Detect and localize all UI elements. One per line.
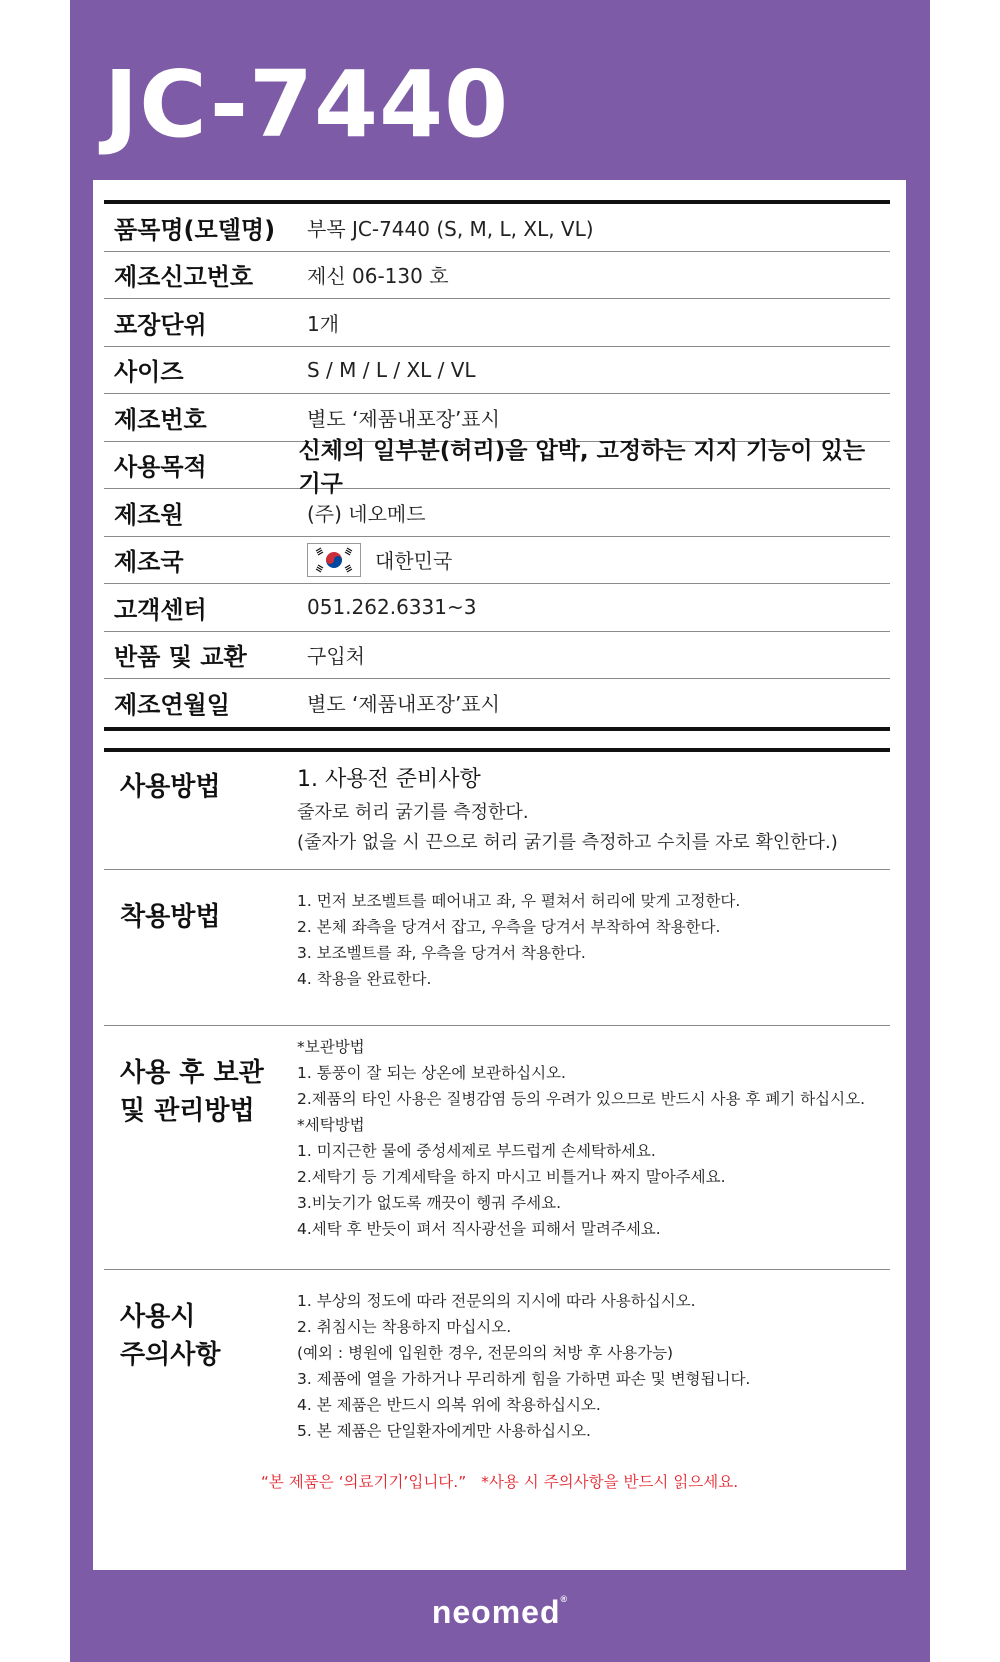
storage-line: 2.세탁기 등 기계세탁을 하지 마시고 비틀거나 짜지 말아주세요. xyxy=(297,1168,726,1186)
spec-row-country xyxy=(104,537,890,585)
storage-line: 1. 통풍이 잘 되는 상온에 보관하십시오. xyxy=(297,1064,566,1082)
caution-line: 1. 부상의 정도에 따라 전문의의 지시에 따라 사용하십시오. xyxy=(297,1292,696,1310)
section-title-line: 및 관리방법 xyxy=(120,1096,255,1126)
notice-part: *사용 시 주의사항을 반드시 읽으세요. xyxy=(481,1473,739,1491)
section-wearing xyxy=(104,870,890,1026)
section-caution xyxy=(104,1270,890,1490)
wearing-line: 2. 본체 좌측을 당겨서 잡고, 우측을 당겨서 부착하여 착용한다. xyxy=(297,918,721,936)
spec-row-returns xyxy=(104,632,890,680)
caution-line: 5. 본 제품은 단일환자에게만 사용하십시오. xyxy=(297,1422,591,1440)
section-usage xyxy=(104,752,890,870)
spec-label: 품목명(모델명) xyxy=(114,215,276,244)
spec-value: 051.262.6331~3 xyxy=(307,595,477,620)
section-title xyxy=(104,1270,297,1490)
spec-row-manufacture-date xyxy=(104,679,890,727)
model-title: JC-7440 xyxy=(104,51,510,158)
storage-line: 4.세탁 후 반듯이 펴서 직사광선을 피해서 말려주세요. xyxy=(297,1220,661,1238)
section-body xyxy=(297,752,838,869)
spec-label: 고객센터 xyxy=(114,595,207,624)
caution-line: 4. 본 제품은 반드시 의복 위에 착용하십시오. xyxy=(297,1396,601,1414)
spec-label: 사용목적 xyxy=(114,453,207,482)
section-title-line: 사용시 xyxy=(120,1302,196,1332)
spec-row-purpose xyxy=(104,437,890,497)
registered-mark: ® xyxy=(560,1594,569,1604)
caution-line: 2. 취침시는 착용하지 마십시오. xyxy=(297,1318,512,1336)
spec-label: 반품 및 교환 xyxy=(114,643,247,672)
spec-value: 1개 xyxy=(307,311,340,336)
wearing-line: 4. 착용을 완료한다. xyxy=(297,970,432,988)
section-title xyxy=(104,1026,297,1269)
usage-line: 줄자로 허리 굵기를 측정한다. xyxy=(297,802,529,823)
wearing-line: 3. 보조벨트를 좌, 우측을 당겨서 착용한다. xyxy=(297,944,586,962)
spec-value: (주) 네오메드 xyxy=(307,501,426,526)
spec-row-customer-center xyxy=(104,584,890,632)
storage-line: 2.제품의 타인 사용은 질병감염 등의 우려가 있으므로 반드시 사용 후 폐기 하십시오. xyxy=(297,1090,866,1108)
wearing-line: 1. 먼저 보조벨트를 떼어내고 좌, 우 펼쳐서 허리에 맞게 고정한다. xyxy=(297,892,741,910)
spec-value: S / M / L / XL / VL xyxy=(307,357,476,382)
spec-value: 구입처 xyxy=(307,644,365,669)
spec-value: 별도 ‘제품내포장’표시 xyxy=(307,692,500,717)
brand-logo xyxy=(0,1594,1000,1631)
storage-line: 1. 미지근한 물에 중성세제로 부드럽게 손세탁하세요. xyxy=(297,1142,656,1160)
spec-value: 신체의 일부분(허리)을 압박, 고정하는 지지 기능이 있는 기구 xyxy=(298,437,866,497)
caution-line: (예외 : 병원에 입원한 경우, 전문의의 처방 후 사용가능) xyxy=(297,1344,674,1362)
spec-label: 제조신고번호 xyxy=(114,263,254,292)
product-info-card xyxy=(93,180,906,1570)
section-title: 사용방법 xyxy=(120,772,221,802)
spec-row-product-name xyxy=(104,204,890,252)
spec-value: 별도 ‘제품내포장’표시 xyxy=(307,406,500,431)
section-title: 착용방법 xyxy=(120,902,221,932)
spec-label: 사이즈 xyxy=(114,358,184,387)
storage-line: 3.비눗기가 없도록 깨끗이 헹궈 주세요. xyxy=(297,1194,562,1212)
medical-device-notice xyxy=(93,1470,906,1492)
korea-flag-icon xyxy=(307,543,361,577)
section-body xyxy=(297,870,740,1025)
spec-label: 제조국 xyxy=(114,548,184,577)
caution-line: 3. 제품에 열을 가하거나 무리하게 힘을 가하면 파손 및 변형됩니다. xyxy=(297,1370,751,1388)
notice-part: “본 제품은 ‘의료기기’입니다.” xyxy=(260,1473,467,1491)
storage-line: *보관방법 xyxy=(297,1038,365,1056)
spec-value: 제신 06-130 호 xyxy=(307,264,449,289)
spec-label: 제조원 xyxy=(114,500,184,529)
spec-label: 포장단위 xyxy=(114,310,207,339)
section-body xyxy=(297,1026,865,1269)
section-storage xyxy=(104,1026,890,1270)
section-title-line: 주의사항 xyxy=(120,1340,221,1370)
spec-label: 제조번호 xyxy=(114,405,207,434)
spec-value-country xyxy=(307,543,452,577)
spec-table xyxy=(104,200,890,731)
spec-row-size xyxy=(104,347,890,395)
spec-row-package-unit xyxy=(104,299,890,347)
instruction-sections xyxy=(104,748,890,1490)
usage-line: (줄자가 없을 시 끈으로 허리 굵기를 측정하고 수치를 자로 확인한다.) xyxy=(297,832,838,853)
section-title-line: 사용 후 보관 xyxy=(120,1058,264,1088)
spec-label: 제조연월일 xyxy=(114,691,230,720)
section-body xyxy=(297,1270,750,1490)
spec-row-registration-number xyxy=(104,252,890,300)
brand-name: neomed xyxy=(431,1594,561,1630)
storage-line: *세탁방법 xyxy=(297,1116,365,1134)
spec-value: 부목 JC-7440 (S, M, L, XL, VL) xyxy=(307,216,594,241)
usage-subtitle: 1. 사용전 준비사항 xyxy=(297,767,481,792)
country-name: 대한민국 xyxy=(375,549,453,574)
